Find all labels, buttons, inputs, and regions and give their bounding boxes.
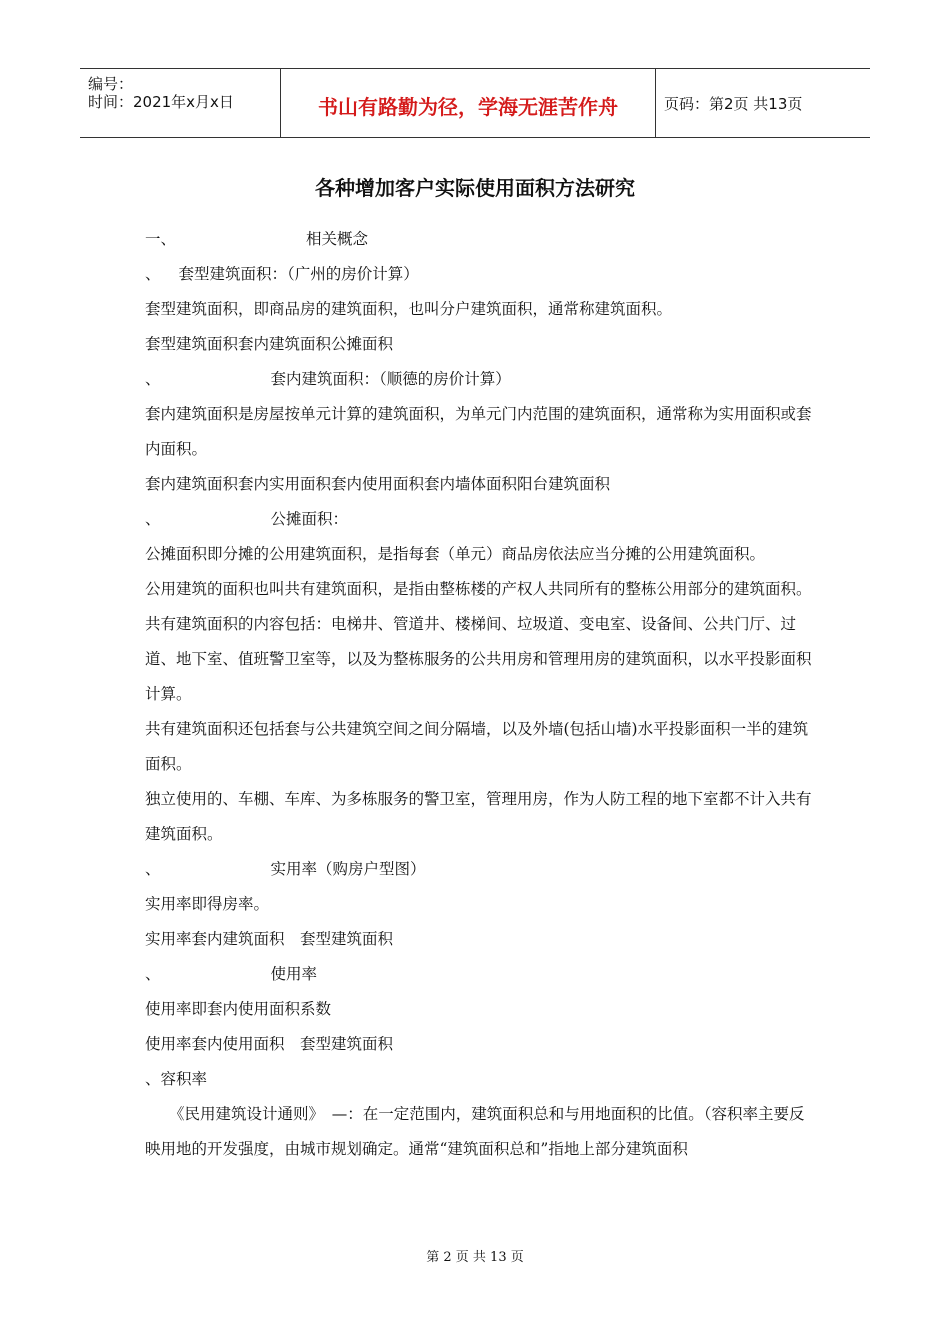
subheading-title: 实用率（购房户型图） xyxy=(270,860,426,878)
subheading-5: 、 使用率 xyxy=(145,965,318,983)
section-title: 相关概念 xyxy=(306,230,369,248)
paragraph: 套型建筑面积，即商品房的建筑面积，也叫分户建筑面积，通常称建筑面积。 xyxy=(145,300,673,318)
paragraph: 使用率即套内使用面积系数 xyxy=(145,1000,332,1018)
paragraph: 独立使用的、车棚、车库、为多栋服务的警卫室，管理用房，作为人防工程的地下室都不计入共有建筑面积。 xyxy=(145,790,812,843)
section-heading-1 xyxy=(145,222,815,257)
serial-label: 编号： xyxy=(88,75,134,93)
paragraph: 套型建筑面积套内建筑面积公摊面积 xyxy=(145,335,394,353)
header-meta-cell xyxy=(80,69,281,137)
subheading-3: 、 公摊面积： xyxy=(145,510,349,528)
subheading-1: 、 套型建筑面积：（广州的房价计算） xyxy=(145,265,419,283)
paragraph: 共有建筑面积还包括套与公共建筑空间之间分隔墙，以及外墙(包括山墙)水平投影面积一半的建筑面积。 xyxy=(145,720,809,773)
page-info: 页码：第2页 共13页 xyxy=(664,95,803,113)
document-body xyxy=(145,222,815,1167)
header-table xyxy=(80,68,870,138)
motto: 书山有路勤为径，学海无涯苦作舟 xyxy=(318,95,618,119)
paragraph: 《民用建筑设计通则》 —：在一定范围内，建筑面积总和与用地面积的比值。（容积率主要反映用地的开发强度，由城市规划确定。通常“建筑面积总和”指地上部分建筑面积 xyxy=(145,1105,805,1158)
paragraph: 套内建筑面积是房屋按单元计算的建筑面积，为单元门内范围的建筑面积，通常称为实用面积或套内面积。 xyxy=(145,405,812,458)
section-number: 一、 xyxy=(145,230,177,248)
paragraph: 使用率套内使用面积 套型建筑面积 xyxy=(145,1035,394,1053)
document-title: 各种增加客户实际使用面积方法研究 xyxy=(315,176,635,200)
paragraph: 公摊面积即分摊的公用建筑面积，是指每套（单元）商品房依法应当分摊的公用建筑面积。 xyxy=(145,545,766,563)
subheading-title: 套型建筑面积：（广州的房价计算） xyxy=(178,265,419,283)
subheading-title: 使用率 xyxy=(270,965,318,983)
paragraph: 公用建筑的面积也叫共有建筑面积，是指由整栋楼的产权人共同所有的整栋公用部分的建筑面积。 xyxy=(145,580,812,598)
subheading-6: 、容积率 xyxy=(145,1070,208,1088)
subheading-4: 、 实用率（购房户型图） xyxy=(145,860,426,878)
page-footer: 第 2 页 共 13 页 xyxy=(426,1250,524,1265)
subheading-2: 、 套内建筑面积：（顺德的房价计算） xyxy=(145,370,511,388)
paragraph: 实用率套内建筑面积 套型建筑面积 xyxy=(145,930,394,948)
header-page-cell xyxy=(656,69,870,137)
header-motto-cell xyxy=(281,69,656,137)
subheading-title: 公摊面积： xyxy=(270,510,349,528)
date-line: 时间：2021年x月x日 xyxy=(88,93,234,111)
paragraph: 套内建筑面积套内实用面积套内使用面积套内墙体面积阳台建筑面积 xyxy=(145,475,611,493)
paragraph: 共有建筑面积的内容包括：电梯井、管道井、楼梯间、垃圾道、变电室、设备间、公共门厅、过道、地下室、值班警卫室等，以及为整栋服务的公共用房和管理用房的建筑面积，以水平投影面积计算。 xyxy=(145,615,812,703)
subheading-title: 套内建筑面积：（顺德的房价计算） xyxy=(270,370,511,388)
paragraph: 实用率即得房率。 xyxy=(145,895,270,913)
